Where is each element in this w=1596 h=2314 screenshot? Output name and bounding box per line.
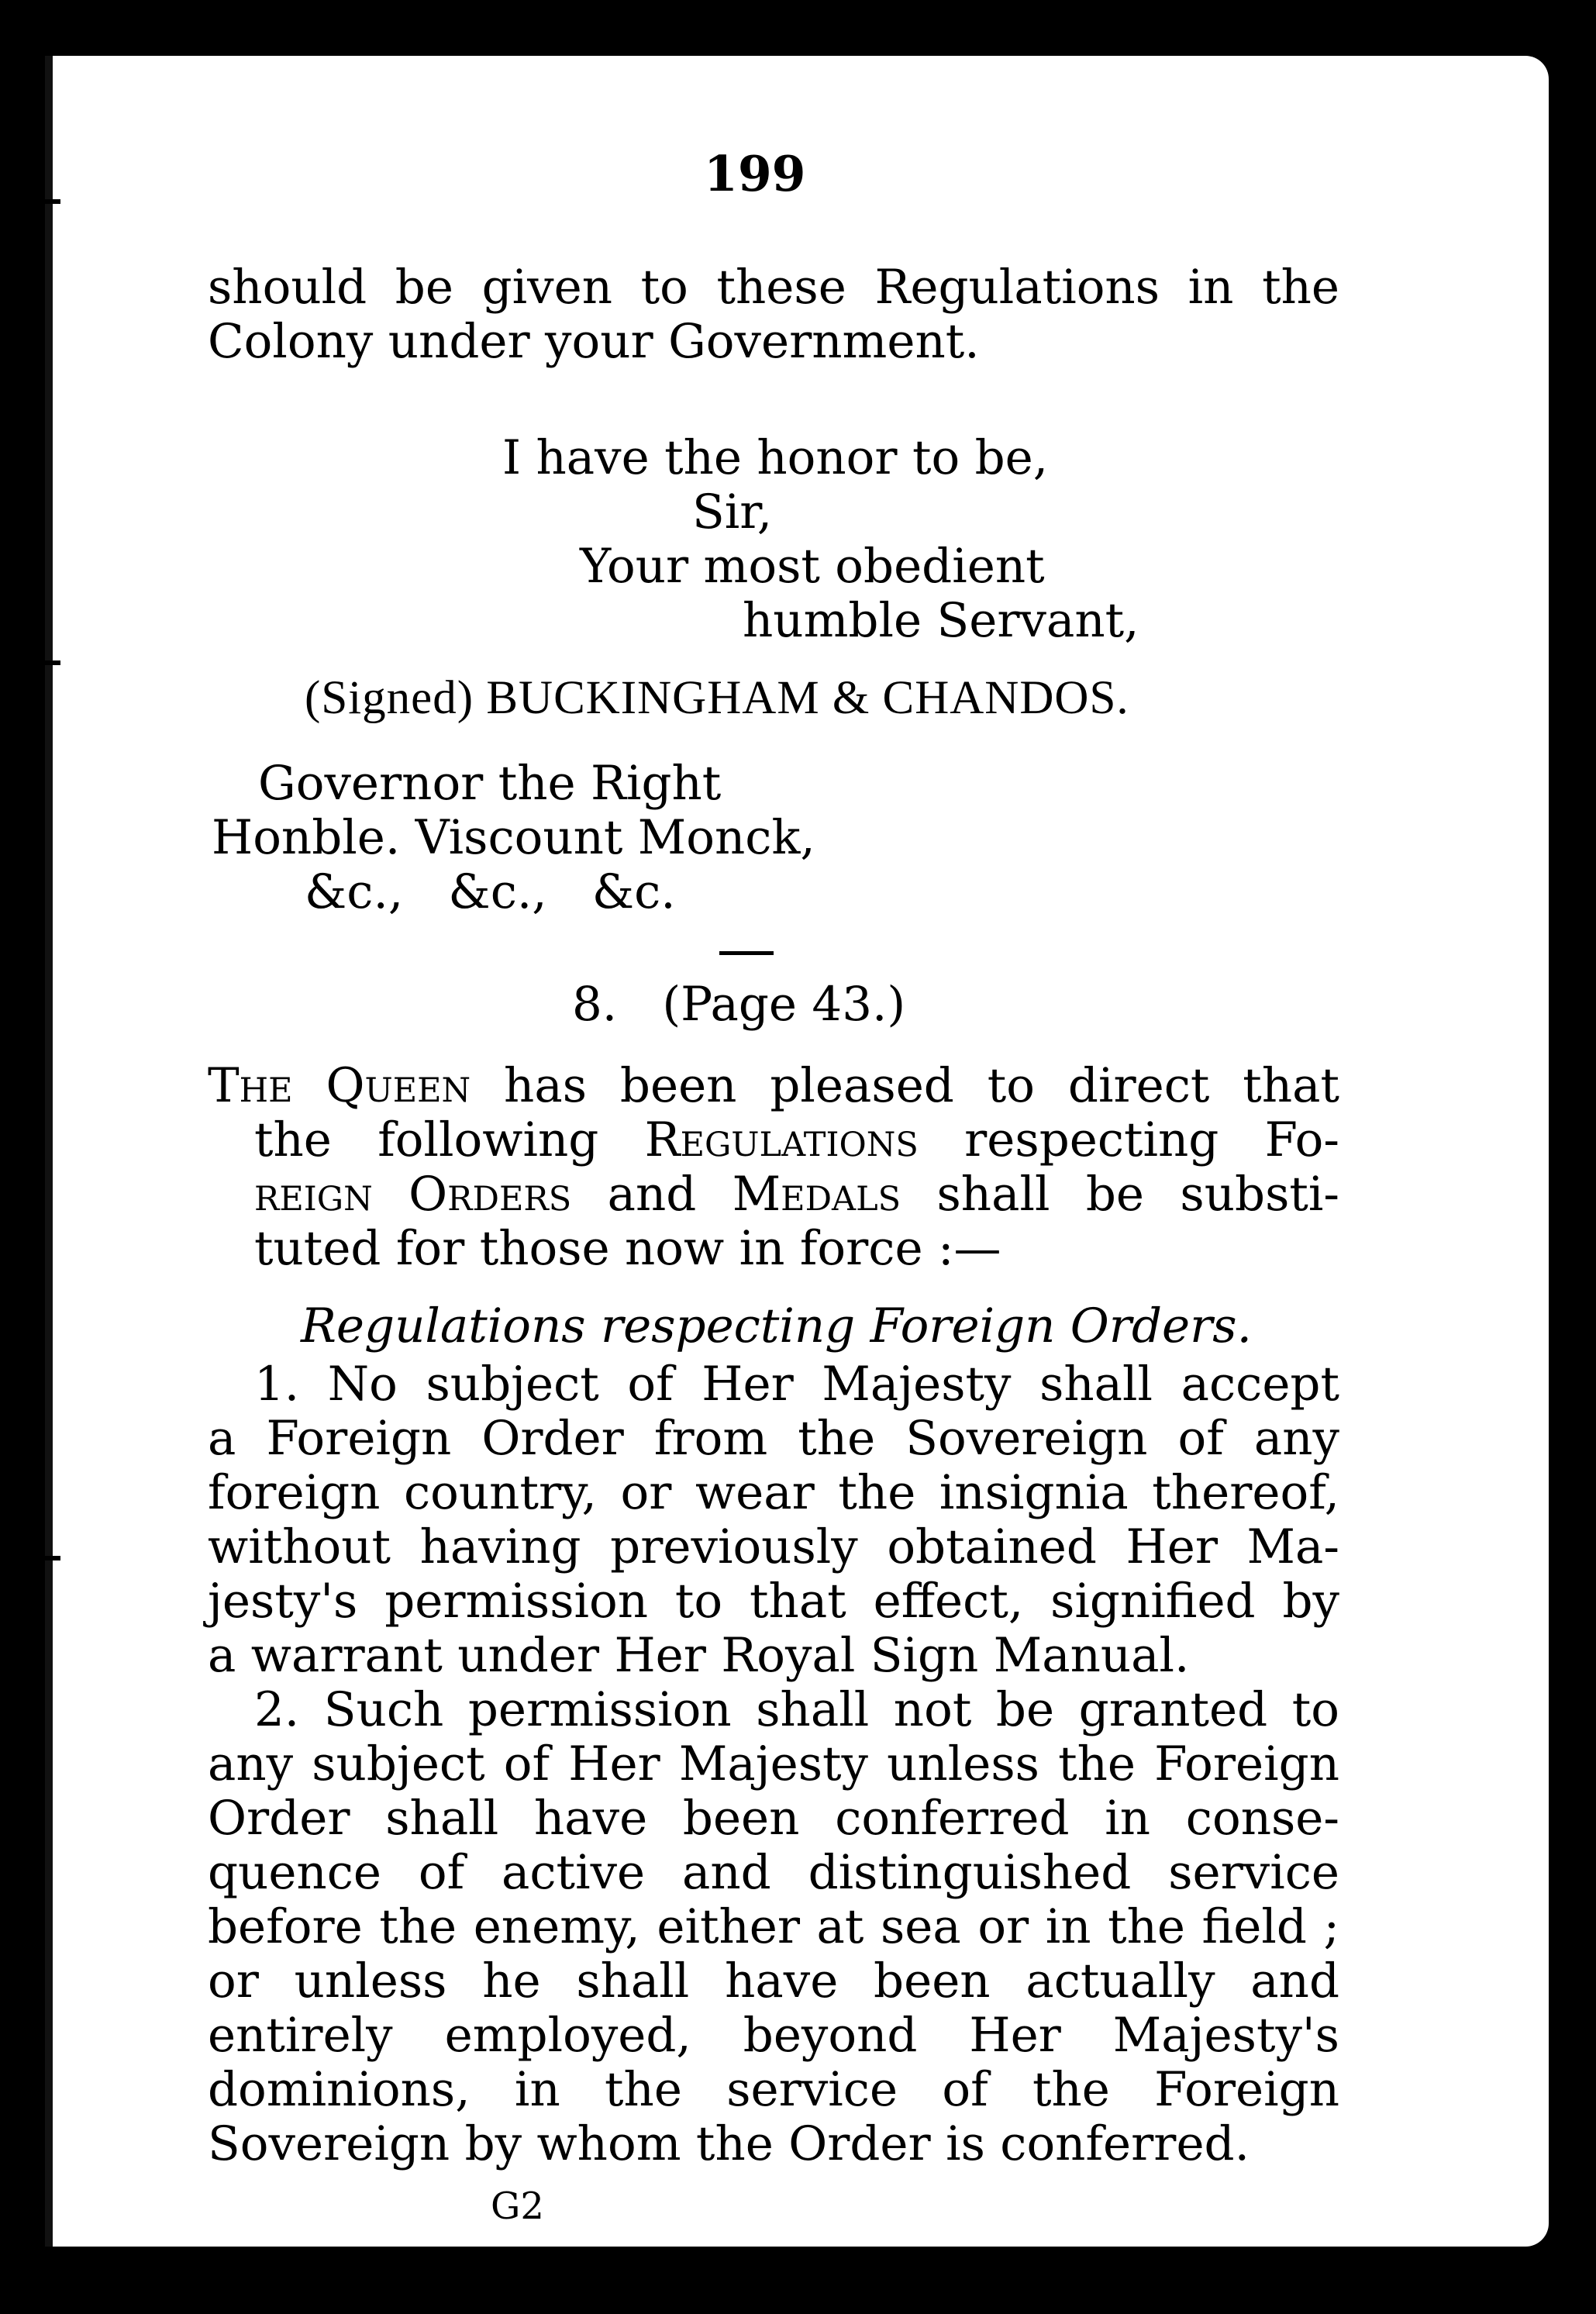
regulations-smallcaps: Regulations <box>644 1112 919 1167</box>
book-page <box>45 56 1549 2247</box>
closing-line: humble Servant, <box>743 593 1139 648</box>
intro-line: should be given to these Regulations in the <box>208 260 1339 315</box>
addressee-line: Honble. Viscount Monck, <box>212 810 815 865</box>
addressee-line: Governor the Right <box>258 756 722 811</box>
closing-line: I have the honor to be, <box>502 430 1049 485</box>
notice-line <box>254 1114 1339 1167</box>
binding-thread-mark <box>29 653 60 674</box>
notice-line: tuted for those now in force :— <box>254 1221 1001 1276</box>
page-number: 199 <box>704 145 806 202</box>
notice-text: respecting Fo- <box>918 1112 1339 1167</box>
para2-line: 2. Such permission shall not be granted to <box>254 1682 1339 1737</box>
queen-smallcaps: The Queen <box>208 1058 471 1113</box>
addressee-line: &c., &c., &c. <box>305 864 676 919</box>
para2-line: entirely employed, beyond Her Majesty's <box>208 2008 1339 2063</box>
notice-text: the following <box>254 1112 645 1167</box>
notice-line <box>254 1168 1339 1221</box>
notice-text: and <box>571 1167 733 1222</box>
section-heading: 8. (Page 43.) <box>572 977 906 1032</box>
para1-line: foreign country, or wear the insignia thereof, <box>208 1465 1339 1520</box>
notice-text: has been pleased to direct that <box>471 1058 1339 1113</box>
para1-line: 1. No subject of Her Majesty shall accept <box>254 1357 1339 1412</box>
para1-line: a warrant under Her Royal Sign Manual. <box>208 1628 1190 1683</box>
binding-thread-mark <box>29 191 60 213</box>
para2-line: any subject of Her Majesty unless the Foreign <box>208 1736 1339 1792</box>
para2-line: or unless he shall have been actually and <box>208 1954 1339 2009</box>
para1-line: a Foreign Order from the Sovereign of any <box>208 1411 1339 1466</box>
para2-line: quence of active and distinguished service <box>208 1845 1339 1900</box>
foreign-orders-smallcaps: reign Orders <box>254 1167 572 1222</box>
para2-line: Order shall have been conferred in conse- <box>208 1791 1339 1846</box>
para2-line: before the enemy, either at sea or in the field ; <box>208 1899 1339 1954</box>
notice-text: shall be substi- <box>901 1167 1340 1222</box>
medals-smallcaps: Medals <box>732 1167 901 1222</box>
subheading: Regulations respecting Foreign Orders. <box>301 1298 1252 1354</box>
para2-line: dominions, in the service of the Foreign <box>208 2062 1339 2117</box>
notice-line <box>208 1060 1339 1112</box>
signature: (Signed) BUCKINGHAM & CHANDOS. <box>305 672 1129 724</box>
closing-line: Your most obedient <box>580 539 1045 594</box>
para1-line: without having previously obtained Her Ma- <box>208 1519 1339 1574</box>
para2-line: Sovereign by whom the Order is conferred. <box>208 2116 1250 2171</box>
intro-line: Colony under your Government. <box>208 314 980 369</box>
section-rule <box>719 951 774 955</box>
binding-thread-mark <box>29 1548 60 1570</box>
signature-mark: G2 <box>491 2185 544 2228</box>
closing-line: Sir, <box>692 485 773 540</box>
para1-line: jesty's permission to that effect, signified by <box>208 1574 1339 1629</box>
